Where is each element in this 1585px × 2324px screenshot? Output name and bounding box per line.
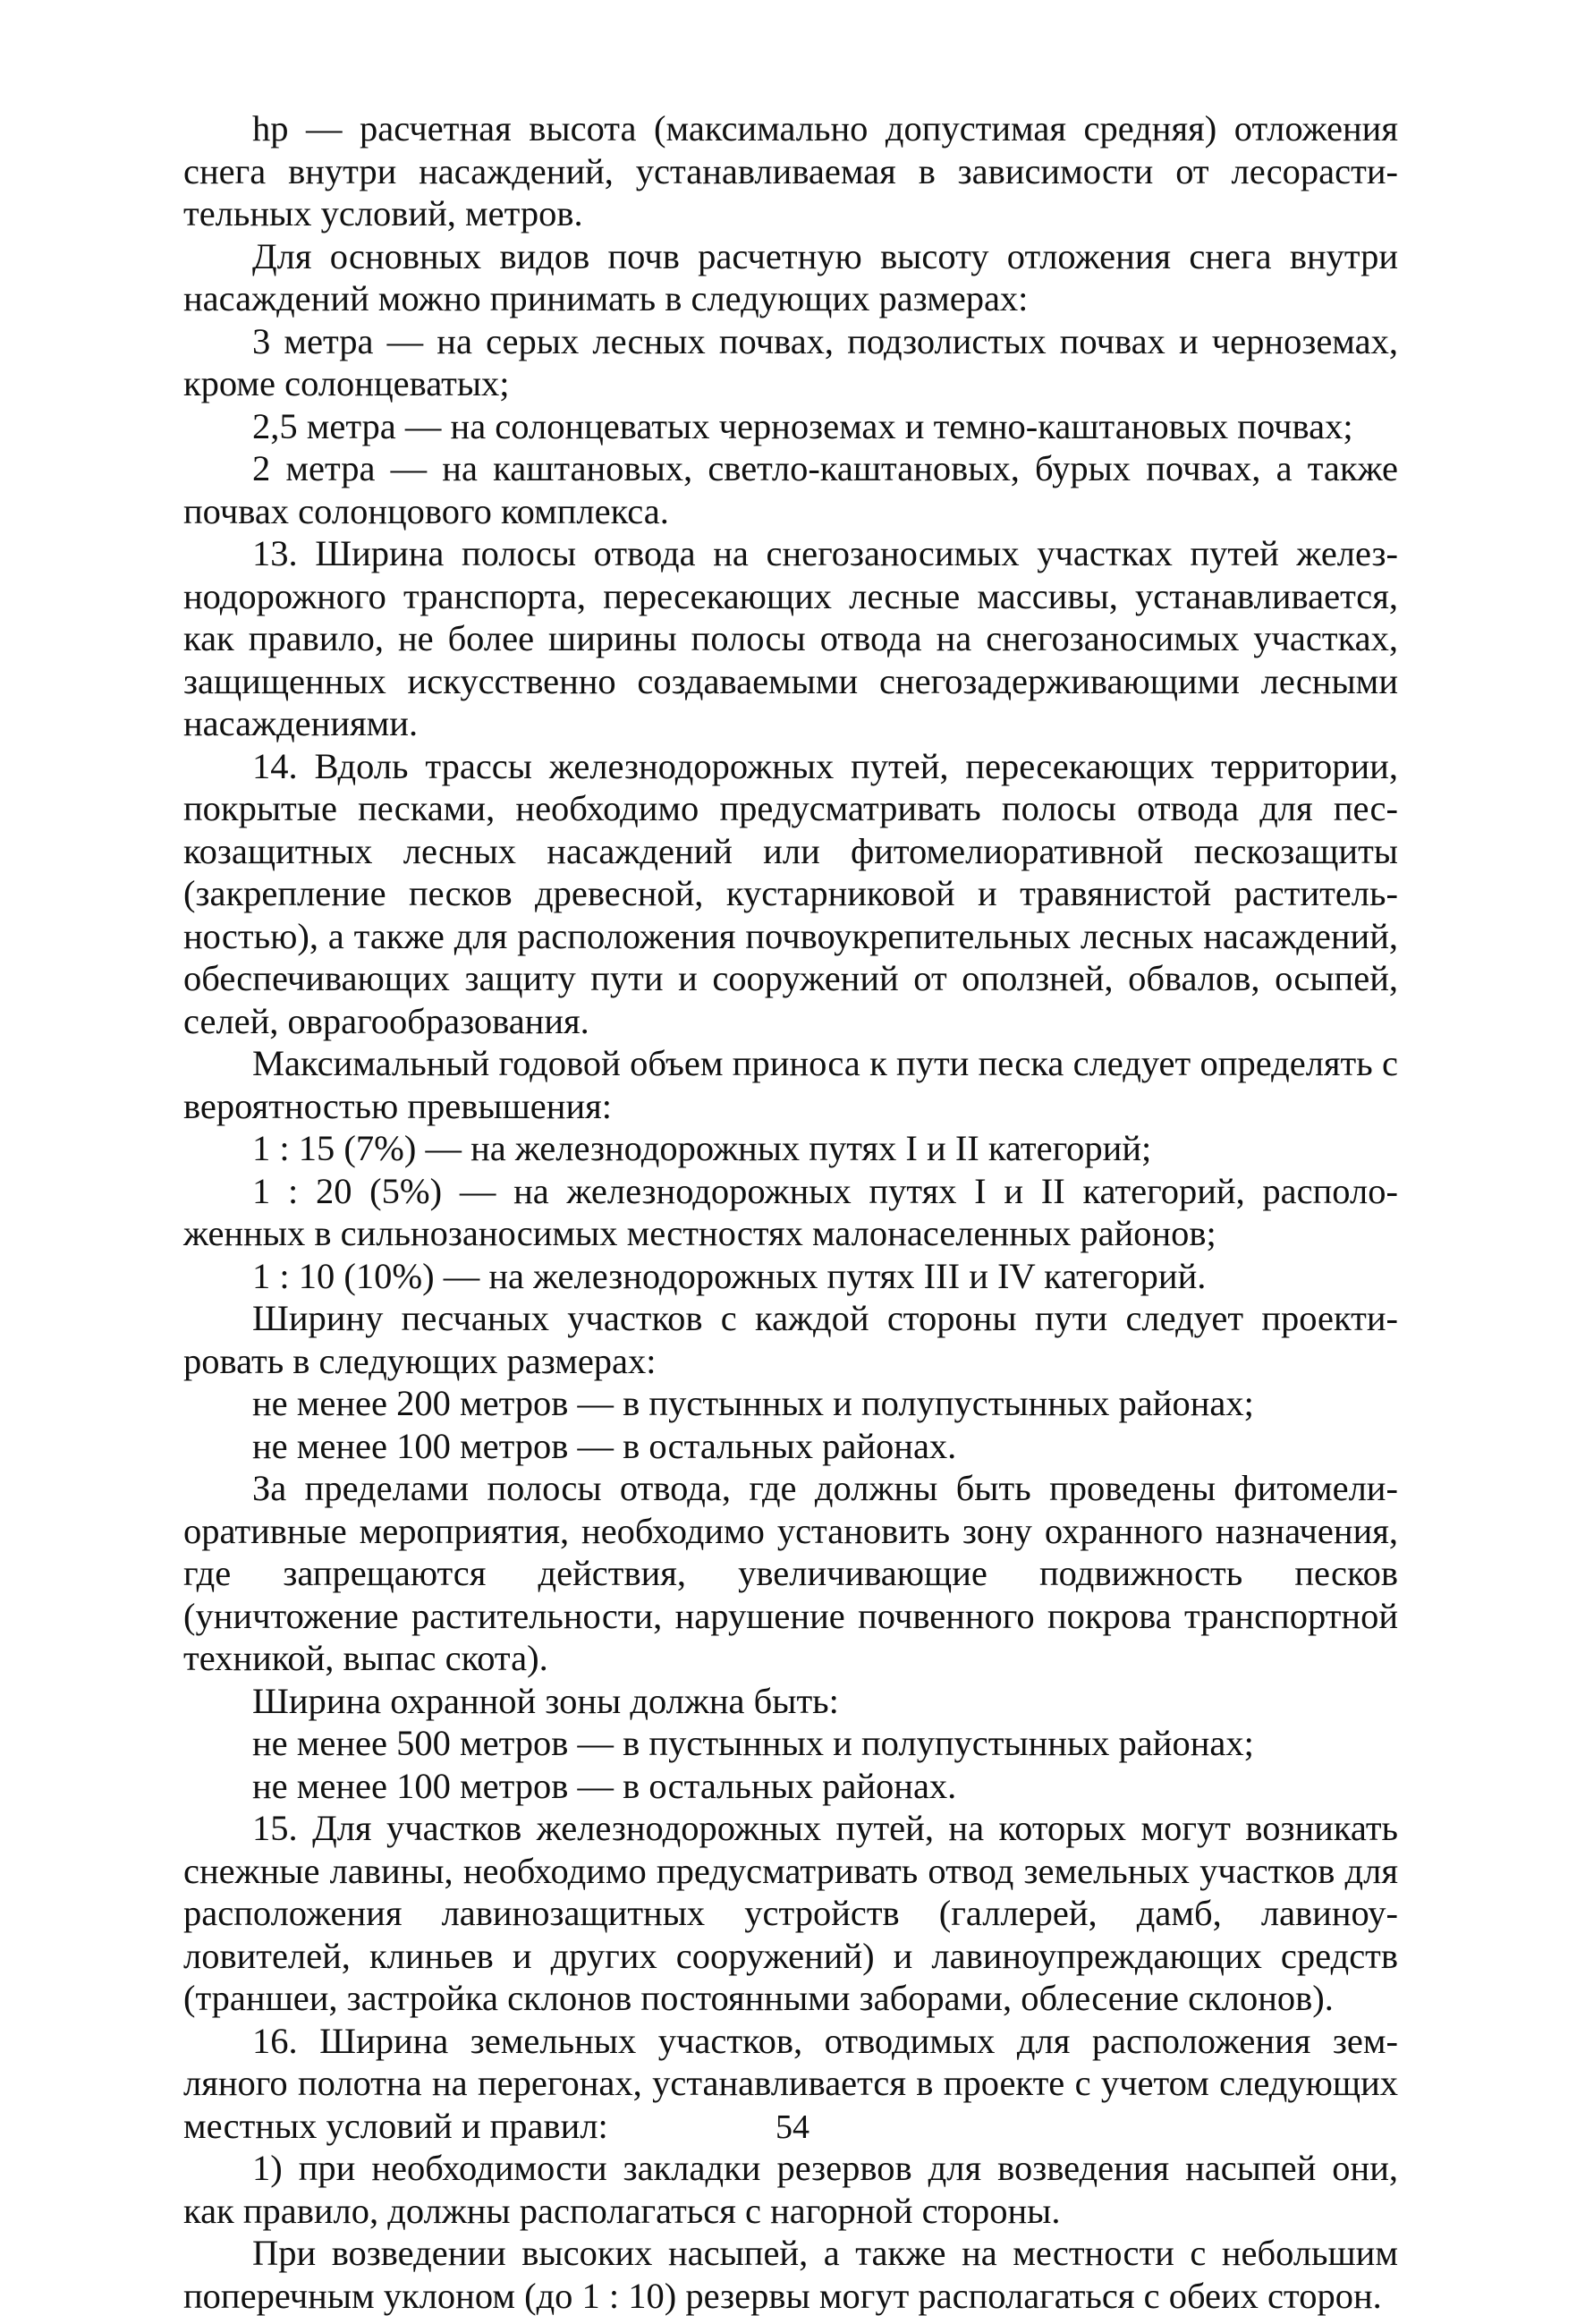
paragraph-item-14: 14. Вдоль трассы железнодорожных путей, пересекающих территории, покрытые песками, необходимо предусматривать полосы отвода для пескозащитных лесных насаждений или фитомелиоративной пескозащиты (закрепление песков древесной, кустарниковой и травянистой растительностью), а также для расположения почвоукрепительных лесных насаждений, обеспечивающих защиту пути и сооружений от оползней, обвалов, осыпей, селей, оврагообразования. [183, 745, 1398, 1041]
paragraph-snow-height-definition: hр — расчетная высота (максимально допустимая средняя) отложения снега внутри насаждений, устанавливаемая в зависимости от лесорастительных условий, метров. [183, 108, 1398, 233]
page-number: 54 [776, 2108, 809, 2146]
paragraph-sand-volume-intro: Максимальный годовой объем приноса к пути песка следует определять с вероятностью превышения: [183, 1043, 1398, 1126]
paragraph-2-5-meters: 2,5 метра — на солонцеватых черноземах и темно-каштановых почвах; [252, 405, 1353, 446]
paragraph-soil-types-intro: Для основных видов почв расчетную высоту отложения снега внутри насаждений можно принимать в следующих размерах: [183, 235, 1398, 318]
paragraph-zone-width-intro: Ширина охранной зоны должна быть: [252, 1680, 839, 1721]
paragraph-sand-200m: не менее 200 метров — в пустынных и полупустынных районах; [252, 1383, 1254, 1423]
paragraph-item-13: 13. Ширина полосы отвода на снегозаносимых участках путей железнодорожного транспорта, пересекающих лесные массивы, устанавливается, как правило, не более ширины полосы отвода на снегозаносимых участках, защищенных искусственно создаваемыми снегозадерживающими лесными насаждениями. [183, 533, 1398, 743]
paragraph-3-meters: 3 метра — на серых лесных почвах, подзолистых почвах и черноземах, кроме солонцеватых; [183, 320, 1398, 403]
paragraph-zone-500m: не менее 500 метров — в пустынных и полупустынных районах; [252, 1723, 1254, 1763]
document-body [183, 107, 1398, 2317]
paragraph-item-15: 15. Для участков железнодорожных путей, на которых могут возникать снежные лавины, необходимо предусматривать отвод земельных участков для расположения лавинозащитных устройств (галлерей, дамб, лавиноуловителей, клиньев и других сооружений) и лавиноупреждающих средств (траншеи, застройка склонов постоянными заборами, облесение склонов). [183, 1808, 1398, 2018]
paragraph-ratio-1-20: 1 : 20 (5%) — на железнодорожных путях I и II категорий, расположенных в сильнозаносимых местностях малонаселенных районов; [183, 1170, 1398, 1253]
paragraph-zone-100m: не менее 100 метров — в остальных районах. [252, 1765, 957, 1806]
paragraph-sand-100m: не менее 100 метров — в остальных районах. [252, 1425, 957, 1466]
paragraph-item-16: 16. Ширина земельных участков, отводимых для расположения земляного полотна на перегонах, устанавливается в проекте с учетом следующих местных условий и правил: [183, 2020, 1398, 2146]
paragraph-ratio-1-15: 1 : 15 (7%) — на железнодорожных путях I и II категорий; [252, 1128, 1152, 1168]
paragraph-2-meters: 2 метра — на каштановых, светло-каштановых, бурых почвах, а также почвах солонцового комплекса. [183, 448, 1398, 531]
paragraph-high-embankments: При возведении высоких насыпей, а также на местности с небольшим поперечным уклоном (до 1 : 10) резервы могут располагаться с обеих сторон. [183, 2233, 1398, 2316]
paragraph-subitem-1: 1) при необходимости закладки резервов для возведения насыпей они, как правило, должны располагаться с нагорной стороны. [183, 2148, 1398, 2231]
paragraph-protective-zone: За пределами полосы отвода, где должны быть проведены фитомелиоративные мероприятия, необходимо установить зону охранного назначения, где запрещаются действия, увеличивающие подвижность песков (уничтожение растительности, нарушение почвенного покрова транспортной техникой, выпас скота). [183, 1468, 1398, 1678]
paragraph-ratio-1-10: 1 : 10 (10%) — на железнодорожных путях III и IV категорий. [252, 1255, 1207, 1296]
paragraph-sand-width-intro: Ширину песчаных участков с каждой стороны пути следует проектировать в следующих размерах: [183, 1298, 1398, 1381]
